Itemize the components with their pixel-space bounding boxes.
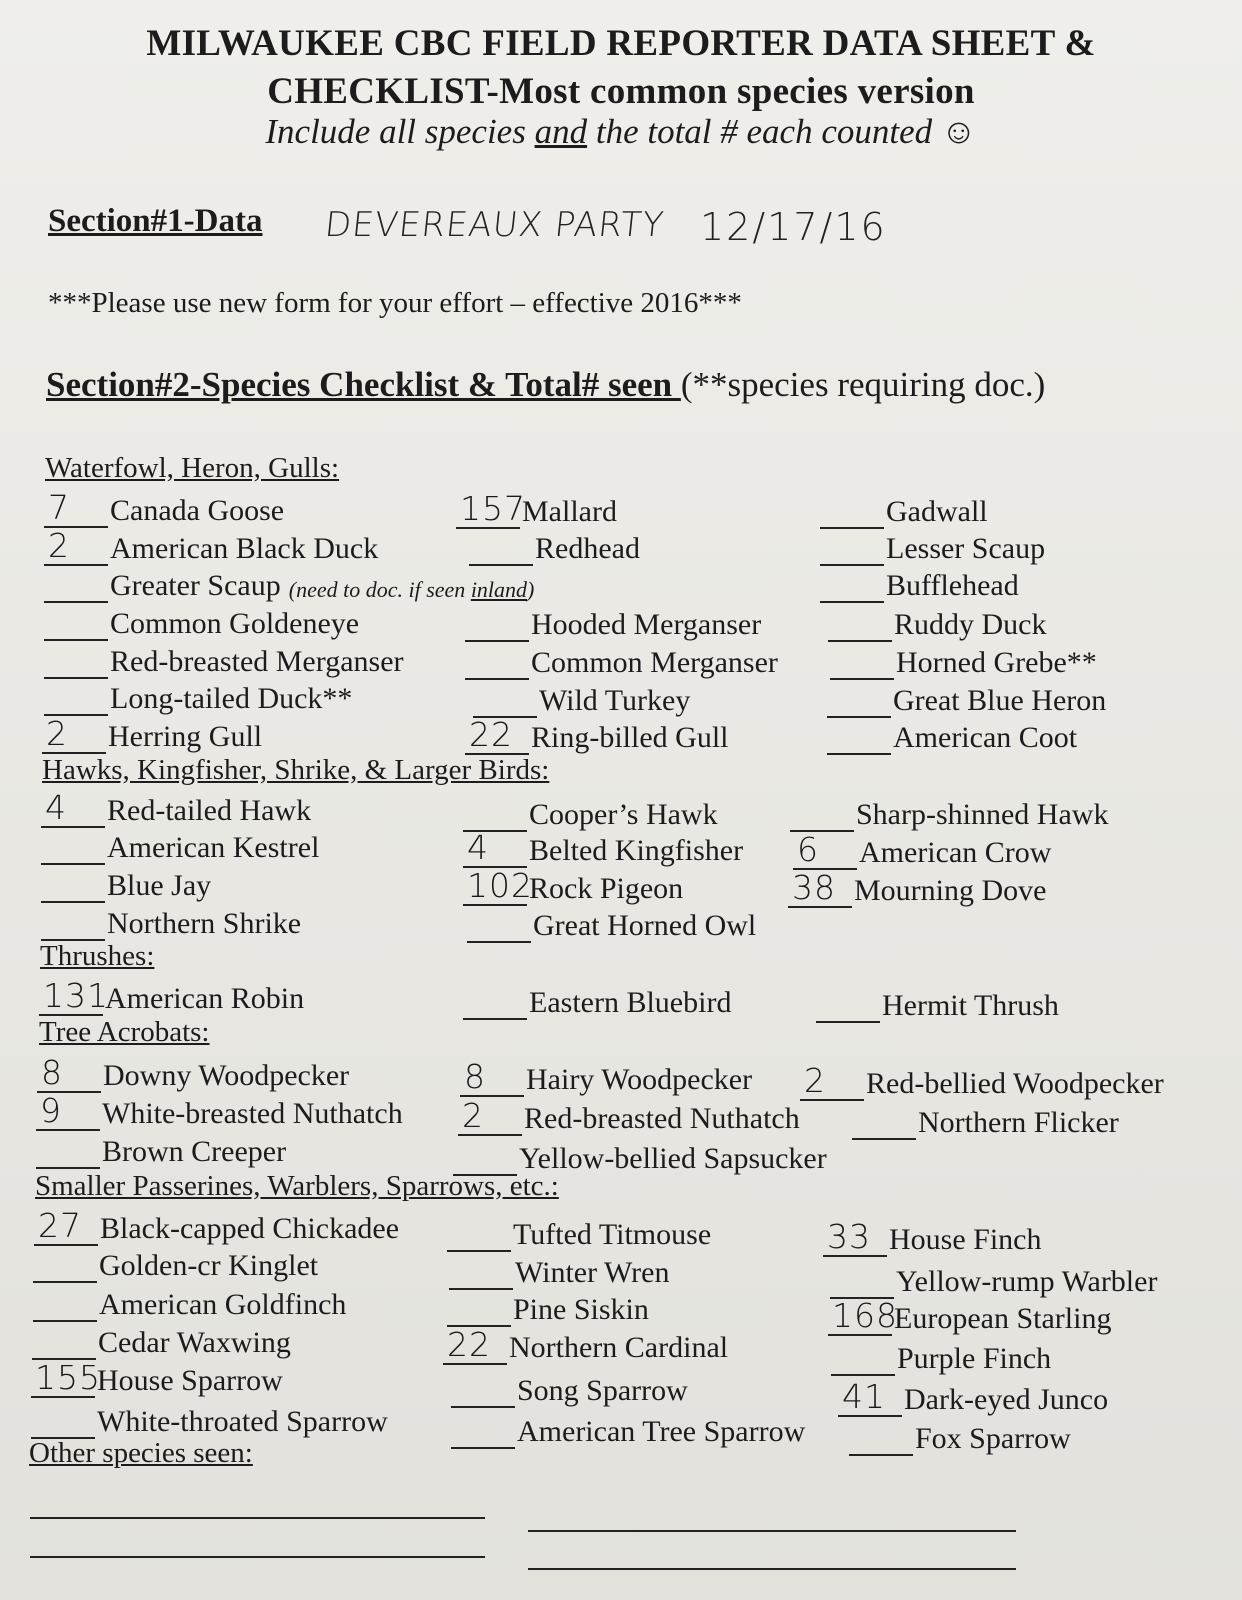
species-name: Downy Woodpecker	[103, 1059, 350, 1092]
species-count: 2	[462, 1096, 484, 1135]
other-species-line[interactable]	[30, 1517, 485, 1519]
species-entry-herring-gull	[42, 714, 263, 754]
species-count: 4	[467, 828, 489, 867]
count-field[interactable]	[463, 984, 527, 1020]
count-field[interactable]	[31, 1403, 95, 1439]
species-name: American Coot	[893, 721, 1078, 754]
count-field[interactable]	[456, 489, 526, 529]
count-field[interactable]	[44, 488, 108, 528]
species-count: 38	[792, 868, 836, 907]
count-field[interactable]	[44, 605, 108, 641]
species-name: Yellow-bellied Sapsucker	[519, 1142, 827, 1175]
species-name: Hairy Woodpecker	[526, 1063, 753, 1096]
count-field[interactable]	[32, 1324, 96, 1360]
section2-note: (**species requiring doc.)	[680, 365, 1046, 404]
count-field[interactable]	[463, 796, 527, 832]
species-name: Common Merganser	[531, 646, 778, 679]
species-entry-white-throated-sparrow	[31, 1403, 388, 1439]
count-field[interactable]	[451, 1372, 515, 1408]
count-field[interactable]	[449, 1254, 513, 1290]
count-field[interactable]	[44, 526, 108, 566]
count-field[interactable]	[39, 976, 109, 1016]
category-hawks: Hawks, Kingfisher, Shrike, & Larger Birds:	[42, 754, 550, 786]
species-entry-red-tailed-hawk	[41, 788, 312, 828]
count-field[interactable]	[828, 606, 892, 642]
species-entry-american-crow	[793, 830, 1052, 870]
species-name: American Kestrel	[107, 831, 320, 864]
count-field[interactable]	[41, 905, 105, 941]
species-name: Gadwall	[886, 495, 988, 528]
count-field[interactable]	[838, 1377, 902, 1417]
sheet-subtitle	[0, 112, 1242, 152]
species-entry-black-capped-chickadee	[34, 1206, 400, 1246]
count-field[interactable]	[460, 1057, 524, 1097]
count-field[interactable]	[37, 1053, 101, 1093]
species-entry-american-kestrel	[41, 829, 319, 865]
count-field[interactable]	[830, 1263, 894, 1299]
species-name: Wild Turkey	[539, 684, 691, 717]
species-entry-white-breasted-nuthatch	[36, 1091, 403, 1131]
species-name: Tufted Titmouse	[513, 1218, 712, 1251]
species-name: Red-tailed Hawk	[107, 794, 312, 827]
count-field[interactable]	[820, 530, 884, 566]
species-entry-belted-kingfisher	[463, 828, 744, 868]
species-entry-mallard	[456, 489, 617, 529]
count-field[interactable]	[42, 714, 106, 754]
species-name: Horned Grebe**	[896, 646, 1097, 679]
species-entry-yellow-bellied-sapsucker	[453, 1140, 827, 1176]
species-count: 6	[797, 830, 819, 869]
species-entry-hooded-merganser	[465, 606, 761, 642]
count-field[interactable]	[793, 830, 857, 870]
count-field[interactable]	[33, 1247, 97, 1283]
species-count: 7	[48, 488, 70, 527]
species-name: Red-breasted Merganser	[110, 645, 404, 678]
count-field[interactable]	[44, 567, 108, 603]
species-name: Great Blue Heron	[893, 684, 1107, 717]
count-field[interactable]	[41, 788, 105, 828]
count-field[interactable]	[828, 1296, 898, 1336]
count-field[interactable]	[463, 828, 527, 868]
species-name: White-throated Sparrow	[97, 1405, 388, 1438]
species-entry-downy-woodpecker	[37, 1053, 350, 1093]
species-name: Purple Finch	[897, 1342, 1052, 1375]
category-waterfowl: Waterfowl, Heron, Gulls:	[45, 452, 340, 484]
other-species-line[interactable]	[528, 1568, 1016, 1570]
species-count: 8	[41, 1053, 63, 1092]
species-name: Hooded Merganser	[531, 608, 762, 641]
species-name: Song Sparrow	[517, 1374, 688, 1407]
species-entry-blue-jay	[41, 867, 211, 903]
species-entry-horned-grebe	[830, 644, 1097, 680]
species-count: 41	[842, 1377, 886, 1416]
species-entry-american-goldfinch	[33, 1286, 346, 1322]
count-field[interactable]	[473, 682, 537, 718]
count-field[interactable]	[453, 1140, 517, 1176]
species-entry-red-breasted-merganser	[44, 643, 404, 679]
species-count: 22	[469, 715, 513, 754]
species-name: Winter Wren	[515, 1256, 670, 1289]
species-name: Bufflehead	[886, 569, 1019, 602]
count-field[interactable]	[41, 867, 105, 903]
species-name: Eastern Bluebird	[529, 986, 732, 1019]
species-entry-northern-shrike	[41, 905, 301, 941]
species-name: Rock Pigeon	[529, 872, 684, 905]
species-name: Hermit Thrush	[882, 989, 1059, 1022]
species-name: Cooper’s Hawk	[529, 798, 718, 831]
note-inland: inland	[470, 577, 528, 602]
species-count: 102	[467, 866, 533, 905]
species-name: Red-breasted Nuthatch	[524, 1102, 800, 1135]
count-field[interactable]	[447, 1291, 511, 1327]
count-field[interactable]	[458, 1096, 522, 1136]
species-name: Dark-eyed Junco	[904, 1383, 1109, 1416]
count-field[interactable]	[36, 1133, 100, 1169]
species-name: Long-tailed Duck**	[110, 682, 353, 715]
species-name: White-breasted Nuthatch	[102, 1097, 403, 1130]
species-name: American Robin	[105, 982, 305, 1015]
species-name: Ruddy Duck	[894, 608, 1047, 641]
species-name: Blue Jay	[107, 869, 212, 902]
count-field[interactable]	[849, 1420, 913, 1456]
species-name: Black-capped Chickadee	[100, 1212, 400, 1245]
count-field[interactable]	[44, 680, 108, 716]
section2-heading	[46, 365, 1045, 405]
species-entry-cedar-waxwing	[32, 1324, 291, 1360]
species-entry-american-coot	[827, 719, 1077, 755]
species-name: Herring Gull	[108, 720, 263, 753]
species-name: Common Goldeneye	[110, 607, 360, 640]
species-count: 9	[40, 1091, 62, 1130]
count-field[interactable]	[44, 643, 108, 679]
count-field[interactable]	[447, 1216, 511, 1252]
species-name: European Starling	[894, 1302, 1112, 1335]
count-field[interactable]	[465, 644, 529, 680]
other-species-line[interactable]	[528, 1530, 1016, 1532]
count-field[interactable]	[827, 719, 891, 755]
species-name: Fox Sparrow	[915, 1422, 1071, 1455]
species-entry-house-finch	[823, 1217, 1042, 1257]
species-entry-common-merganser	[465, 644, 778, 680]
species-entry-northern-cardinal	[443, 1325, 729, 1365]
count-field[interactable]	[827, 682, 891, 718]
party-name: DEVEREAUX PARTY	[322, 205, 667, 245]
count-field[interactable]	[465, 715, 529, 755]
section1-label: Section#1-Data	[48, 203, 263, 239]
category-smaller-passerines: Smaller Passerines, Warblers, Sparrows, etc.:	[35, 1170, 559, 1202]
greater-scaup-note	[289, 577, 535, 603]
subtitle-post: the total # each counted ☺	[587, 112, 977, 151]
species-entry-bufflehead	[820, 567, 1019, 603]
species-entry-european-starling	[828, 1296, 1112, 1336]
species-name: Belted Kingfisher	[529, 834, 744, 867]
species-count: 27	[38, 1206, 82, 1245]
species-name: Great Horned Owl	[533, 909, 757, 942]
species-entry-tufted-titmouse	[447, 1216, 711, 1252]
species-count: 8	[464, 1057, 486, 1096]
species-entry-rock-pigeon	[463, 866, 684, 906]
species-name: House Sparrow	[97, 1364, 283, 1397]
count-field[interactable]	[823, 1217, 887, 1257]
count-field[interactable]	[443, 1325, 507, 1365]
species-entry-ruddy-duck	[828, 606, 1047, 642]
species-entry-lesser-scaup	[820, 530, 1045, 566]
species-entry-gadwall	[820, 493, 988, 529]
species-entry-yellow-rump-warbler	[830, 1263, 1157, 1299]
count-field[interactable]	[467, 907, 531, 943]
species-name: Northern Cardinal	[509, 1331, 729, 1364]
species-entry-purple-finch	[831, 1340, 1051, 1376]
species-name: Pine Siskin	[513, 1293, 649, 1326]
species-count: 22	[447, 1325, 491, 1364]
species-entry-hairy-woodpecker	[460, 1057, 753, 1097]
species-entry-cooper-s-hawk	[463, 796, 718, 832]
species-entry-wild-turkey	[473, 682, 690, 718]
species-entry-brown-creeper	[36, 1133, 286, 1169]
species-entry-great-blue-heron	[827, 682, 1106, 718]
species-name: American Crow	[859, 836, 1052, 869]
species-entry-red-bellied-woodpecker	[800, 1061, 1164, 1101]
species-entry-redhead	[469, 530, 640, 566]
species-entry-sharp-shinned-hawk	[790, 796, 1108, 832]
category-thrushes: Thrushes:	[40, 940, 155, 972]
species-name: Greater Scaup	[110, 569, 281, 602]
species-entry-winter-wren	[449, 1254, 669, 1290]
species-name: Ring-billed Gull	[531, 721, 729, 754]
species-name: Mallard	[522, 495, 617, 528]
count-field[interactable]	[33, 1286, 97, 1322]
species-entry-song-sparrow	[451, 1372, 688, 1408]
species-name: Redhead	[535, 532, 640, 565]
count-field[interactable]	[831, 1340, 895, 1376]
species-entry-american-black-duck	[44, 526, 379, 566]
count-field[interactable]	[800, 1061, 864, 1101]
species-entry-american-robin	[39, 976, 305, 1016]
count-field[interactable]	[852, 1104, 916, 1140]
sheet-title-line1: MILWAUKEE CBC FIELD REPORTER DATA SHEET &	[146, 23, 1096, 64]
species-name: Brown Creeper	[102, 1135, 287, 1168]
species-name: Canada Goose	[110, 494, 285, 527]
species-count: 131	[43, 976, 109, 1015]
party-date: 12/17/16	[700, 205, 887, 249]
count-field[interactable]	[790, 796, 854, 832]
species-entry-hermit-thrush	[816, 987, 1059, 1023]
species-name: American Goldfinch	[99, 1288, 347, 1321]
count-field[interactable]	[830, 644, 894, 680]
species-name: Yellow-rump Warbler	[896, 1265, 1158, 1298]
species-count: 2	[46, 714, 68, 753]
species-count: 33	[827, 1217, 871, 1256]
species-entry-common-goldeneye	[44, 605, 359, 641]
subtitle-pre: Include all species	[265, 112, 535, 151]
species-name: Northern Flicker	[918, 1106, 1119, 1139]
species-name: Red-bellied Woodpecker	[866, 1067, 1164, 1100]
species-name: American Black Duck	[110, 532, 379, 565]
species-name: American Tree Sparrow	[517, 1415, 806, 1448]
count-field[interactable]	[816, 987, 880, 1023]
sheet-title-line2: CHECKLIST-Most common species version	[267, 71, 975, 112]
other-species-line[interactable]	[30, 1556, 485, 1558]
count-field[interactable]	[465, 606, 529, 642]
note-post: )	[527, 577, 535, 602]
species-entry-mourning-dove	[788, 868, 1047, 908]
category-tree-acrobats: Tree Acrobats:	[39, 1016, 210, 1048]
count-field[interactable]	[41, 829, 105, 865]
species-count: 168	[832, 1296, 898, 1335]
species-entry-red-breasted-nuthatch	[458, 1096, 800, 1136]
species-count: 155	[35, 1358, 101, 1397]
section2-label: Section#2-Species Checklist & Total# seen	[46, 365, 681, 404]
species-name: Mourning Dove	[854, 874, 1047, 907]
count-field[interactable]	[36, 1091, 100, 1131]
species-entry-ring-billed-gull	[465, 715, 729, 755]
count-field[interactable]	[31, 1358, 101, 1398]
species-count: 2	[48, 526, 70, 565]
species-entry-great-horned-owl	[467, 907, 756, 943]
subtitle-and: and	[534, 112, 588, 151]
species-entry-dark-eyed-junco	[838, 1377, 1109, 1417]
species-entry-northern-flicker	[852, 1104, 1119, 1140]
species-name: Lesser Scaup	[886, 532, 1046, 565]
note-pre: (need to doc. if seen	[288, 577, 471, 602]
species-entry-long-tailed-duck	[44, 680, 352, 716]
species-entry-house-sparrow	[31, 1358, 283, 1398]
species-entry-fox-sparrow	[849, 1420, 1071, 1456]
species-entry-golden-cr-kinglet	[33, 1247, 318, 1283]
species-count: 2	[804, 1061, 826, 1100]
count-field[interactable]	[469, 530, 533, 566]
species-entry-eastern-bluebird	[463, 984, 731, 1020]
species-entry-american-tree-sparrow	[451, 1413, 805, 1449]
count-field[interactable]	[451, 1413, 515, 1449]
species-entry-pine-siskin	[447, 1291, 649, 1327]
count-field[interactable]	[820, 493, 884, 529]
species-name: Northern Shrike	[107, 907, 302, 940]
species-count: 157	[460, 489, 526, 528]
species-name: Sharp-shinned Hawk	[856, 798, 1109, 831]
species-entry-canada-goose	[44, 488, 285, 528]
species-name: House Finch	[889, 1223, 1042, 1256]
category-other-species: Other species seen:	[29, 1437, 253, 1469]
species-name: Golden-cr Kinglet	[99, 1249, 319, 1282]
species-count: 4	[45, 788, 67, 827]
species-entry-greater-scaup	[44, 567, 534, 603]
count-field[interactable]	[463, 866, 533, 906]
count-field[interactable]	[820, 567, 884, 603]
count-field[interactable]	[34, 1206, 98, 1246]
count-field[interactable]	[788, 868, 852, 908]
species-name: Cedar Waxwing	[98, 1326, 291, 1359]
form-notice: ***Please use new form for your effort – effective 2016***	[48, 287, 742, 319]
